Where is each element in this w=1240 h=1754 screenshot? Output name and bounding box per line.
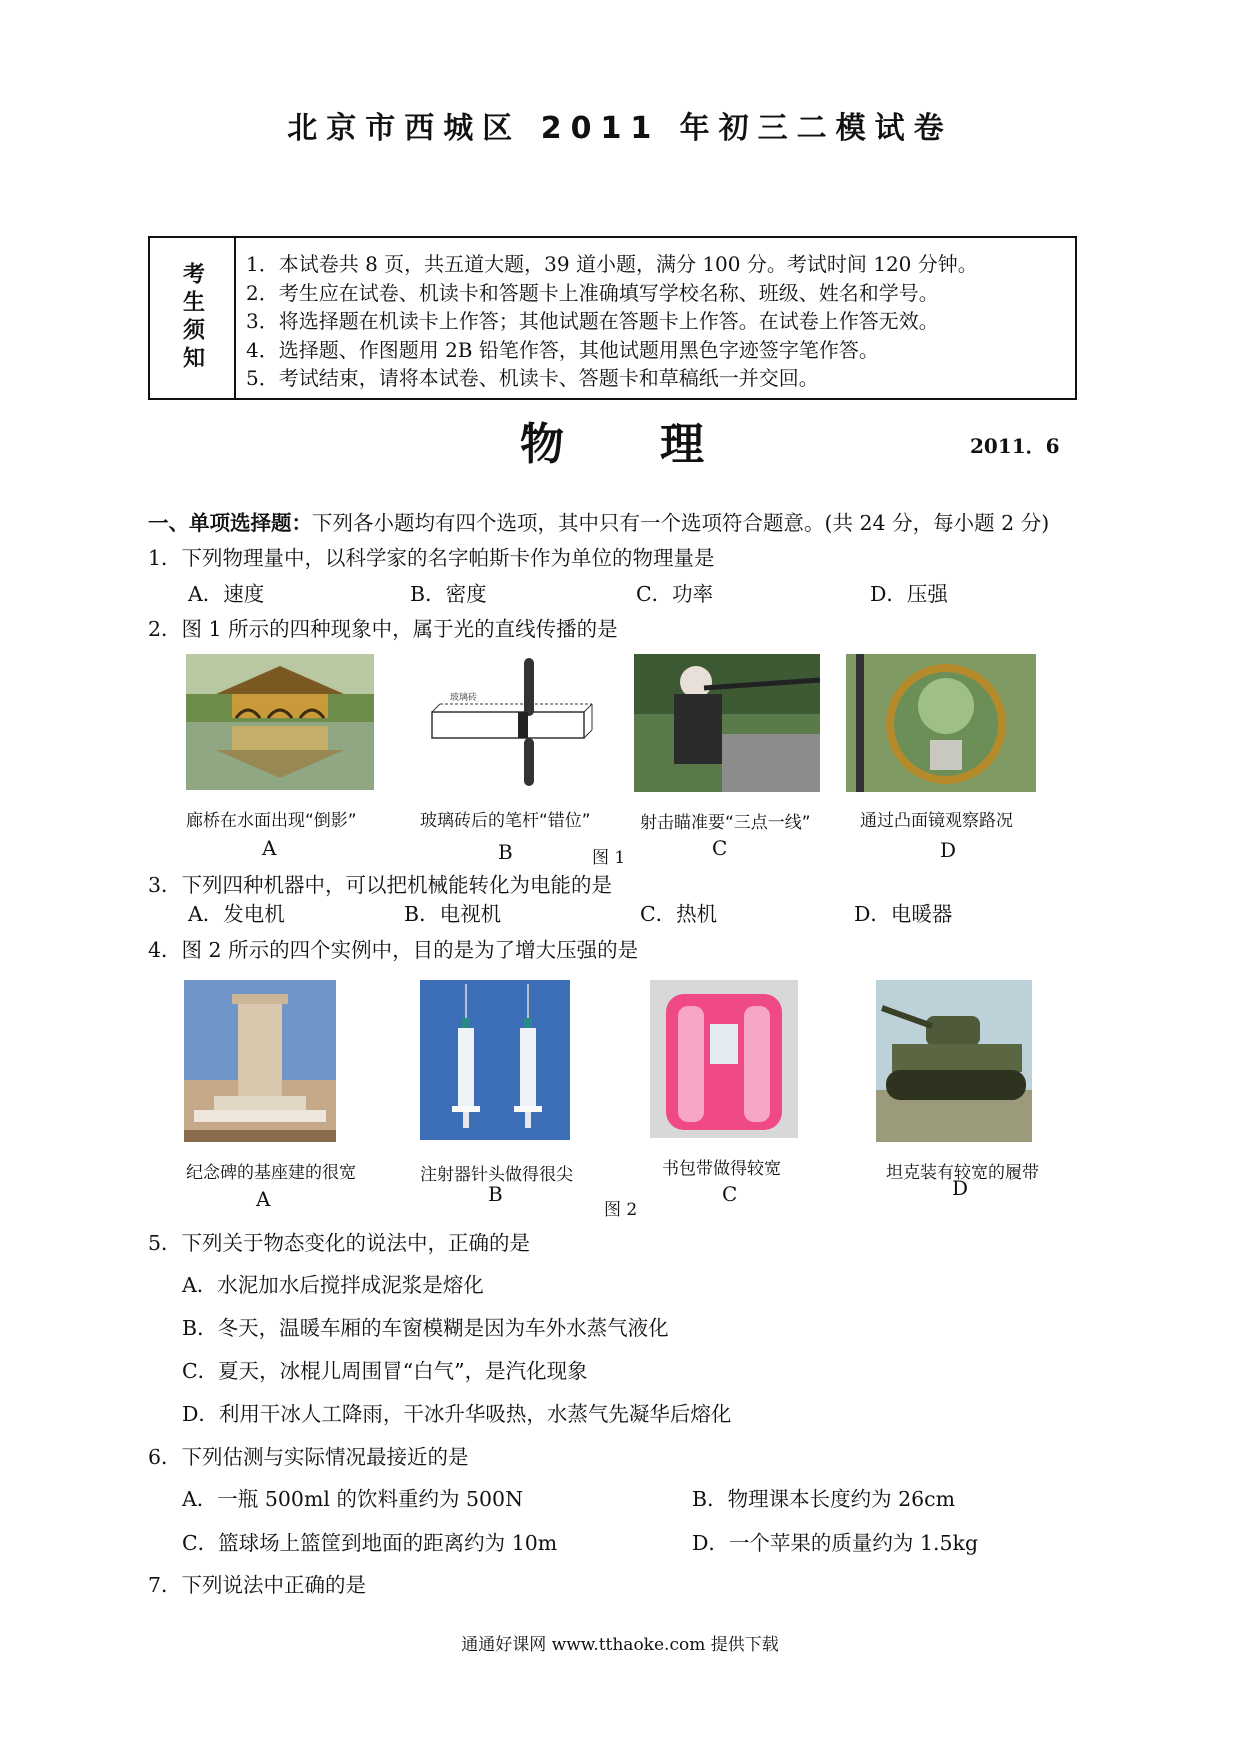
fig2-label-b: B — [488, 1182, 503, 1206]
footer-text: 通通好课网 www.tthaoke.com 提供下载 — [461, 1635, 779, 1655]
fig2-label-c: C — [722, 1182, 738, 1206]
q6-option-b: B．物理课本长度约为 26cm — [692, 1487, 956, 1511]
notice-list — [246, 250, 978, 393]
notice-heading: 考生须知 — [179, 262, 205, 374]
fig1-caption-a: 廊桥在水面出现“倒影” — [186, 811, 357, 831]
section-desc: 下列各小题均有四个选项，其中只有一个选项符合题意。(共 24 分，每小题 2 分) — [312, 511, 1050, 535]
q6-option-d: D．一个苹果的质量约为 1.5kg — [692, 1531, 979, 1555]
q1-option-a: A．速度 — [188, 582, 265, 606]
q3-option-c: C．热机 — [640, 902, 718, 926]
glass-brick-label: 玻璃砖 — [450, 693, 478, 703]
question-7-stem: 7．下列说法中正确的是 — [148, 1573, 367, 1597]
figure-1-label: 图 1 — [592, 848, 626, 868]
fig1-label-b: B — [498, 840, 513, 864]
fig2-caption-a: 纪念碑的基座建的很宽 — [186, 1163, 356, 1183]
fig2-caption-b: 注射器针头做得很尖 — [420, 1165, 573, 1185]
q5-option-d: D．利用干冰人工降雨，干冰升华吸热，水蒸气先凝华后熔化 — [182, 1402, 732, 1426]
notice-item: 4．选择题、作图题用 2B 铅笔作答，其他试题用黑色字迹签字笔作答。 — [246, 337, 879, 362]
q6-option-c: C．篮球场上篮筐到地面的距离约为 10m — [182, 1531, 558, 1555]
notice-item: 5．考试结束，请将本试卷、机读卡、答题卡和草稿纸一并交回。 — [246, 366, 819, 390]
syringes-image — [420, 980, 570, 1140]
fig1-caption-c: 射击瞄准要“三点一线” — [640, 813, 811, 833]
notice-item: 3．将选择题在机读卡上作答；其他试题在答题卡上作答。在试卷上作答无效。 — [246, 309, 939, 333]
section-heading — [148, 506, 1049, 536]
question-6-stem: 6．下列估测与实际情况最接近的是 — [148, 1445, 469, 1469]
question-5-stem: 5．下列关于物态变化的说法中，正确的是 — [148, 1231, 531, 1255]
notice-item: 1．本试卷共 8 页，共五道大题，39 道小题，满分 100 分。考试时间 120 分钟。 — [246, 252, 978, 276]
tank-image — [876, 980, 1032, 1142]
backpack-image — [650, 980, 798, 1138]
q1-option-c: C．功率 — [636, 582, 714, 606]
shooter-aiming-image — [634, 654, 820, 792]
q3-option-a: A．发电机 — [188, 902, 285, 926]
fig1-label-d: D — [940, 838, 957, 862]
q5-option-a: A．水泥加水后搅拌成泥浆是熔化 — [182, 1273, 484, 1297]
question-2-stem: 2．图 1 所示的四种现象中，属于光的直线传播的是 — [148, 617, 618, 641]
notice-heading-cell — [150, 238, 236, 398]
q1-option-d: D．压强 — [870, 582, 948, 606]
figure-2-label: 图 2 — [604, 1200, 638, 1220]
question-1-stem: 1．下列物理量中，以科学家的名字帕斯卡作为单位的物理量是 — [148, 546, 715, 570]
notice-box — [148, 236, 1077, 400]
fig2-caption-d: 坦克装有较宽的履带 — [886, 1163, 1039, 1183]
subject-title: 物理 — [520, 419, 800, 470]
fig1-caption-d: 通过凸面镜观察路况 — [860, 811, 1013, 831]
section-title: 一、单项选择题： — [148, 511, 312, 535]
fig1-label-c: C — [712, 836, 728, 860]
q1-option-b: B．密度 — [410, 582, 487, 606]
exam-title: 北京市西城区 2011 年初三二模试卷 — [287, 111, 953, 146]
fig1-caption-b: 玻璃砖后的笔杆“错位” — [420, 811, 591, 831]
notice-item: 2．考生应在试卷、机读卡和答题卡上准确填写学校名称、班级、姓名和学号。 — [246, 280, 939, 305]
convex-mirror-image — [846, 654, 1036, 792]
q5-option-b: B．冬天，温暖车厢的车窗模糊是因为车外水蒸气液化 — [182, 1316, 669, 1340]
glass-brick-pen-diagram — [420, 654, 600, 790]
q3-option-b: B．电视机 — [404, 902, 502, 926]
monument-image — [184, 980, 336, 1142]
q6-option-a: A．一瓶 500ml 的饮料重约为 500N — [182, 1487, 524, 1511]
bridge-reflection-image — [186, 654, 374, 790]
q5-option-c: C．夏天，冰棍儿周围冒“白气”，是汽化现象 — [182, 1359, 588, 1383]
fig2-label-d: D — [952, 1176, 969, 1200]
question-4-stem: 4．图 2 所示的四个实例中，目的是为了增大压强的是 — [148, 938, 639, 962]
fig2-caption-c: 书包带做得较宽 — [662, 1159, 781, 1179]
exam-date: 2011．6 — [970, 434, 1060, 458]
fig1-label-a: A — [262, 836, 277, 860]
fig2-label-a: A — [256, 1187, 271, 1211]
q3-option-d: D．电暖器 — [854, 902, 953, 926]
question-3-stem: 3．下列四种机器中，可以把机械能转化为电能的是 — [148, 873, 613, 897]
